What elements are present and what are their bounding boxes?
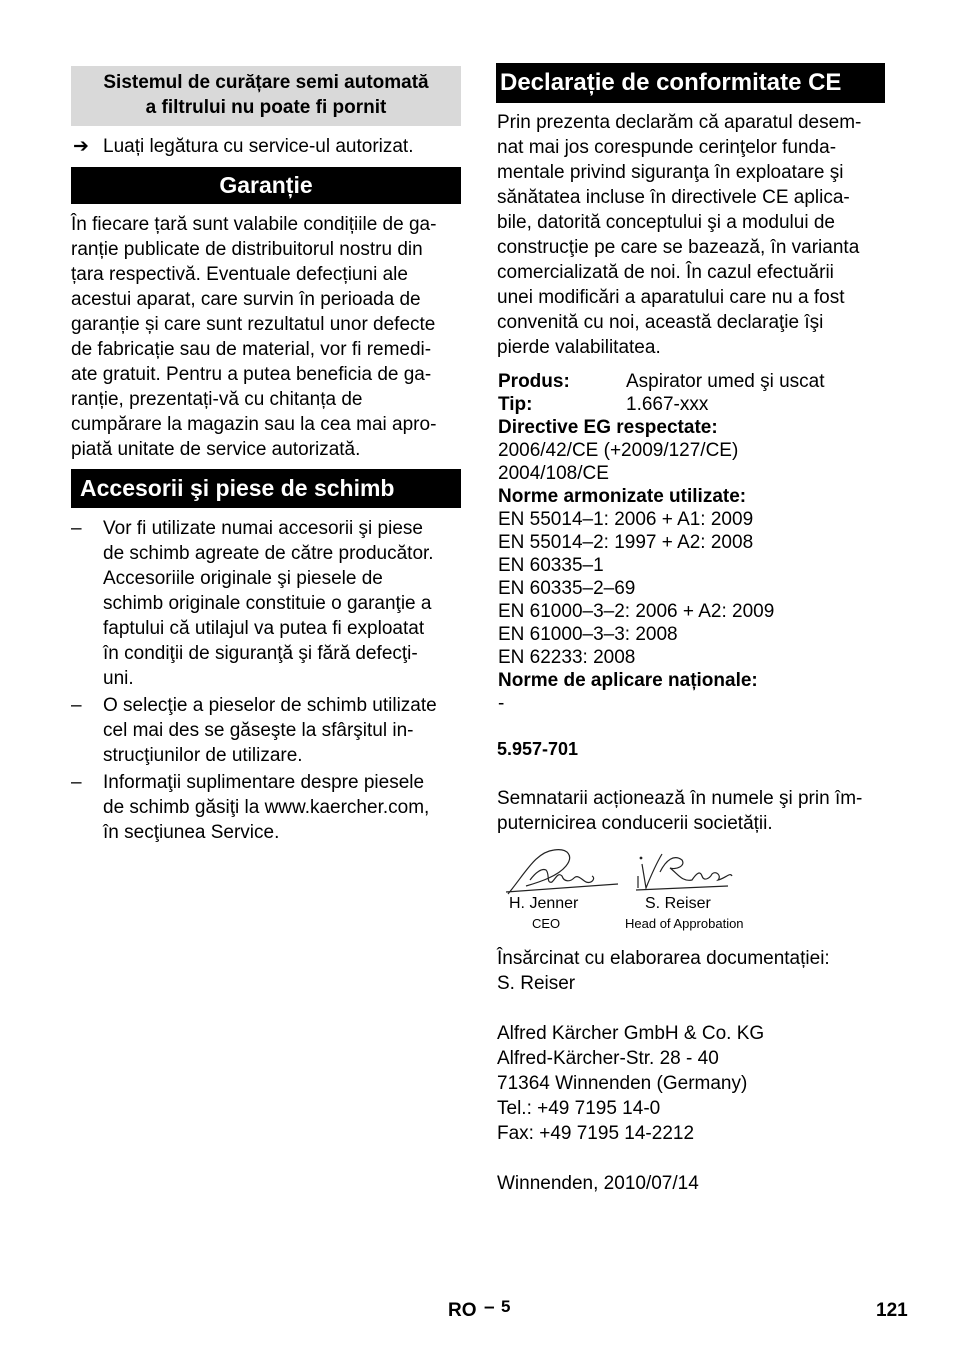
- bullet-line: schimb originale constituie o garanţie a: [103, 593, 432, 614]
- directive-item: 2006/42/CE (+2009/127/CE): [498, 440, 739, 461]
- bullet-line: de schimb agreate de către producător.: [103, 543, 434, 564]
- product-value: Aspirator umed şi uscat: [626, 371, 825, 392]
- accessories-heading: Accesorii şi piese de schimb: [71, 469, 461, 508]
- norm-item: EN 60335–2–69: [498, 578, 636, 599]
- footer-section-page: 5: [501, 1297, 511, 1316]
- directives-label: Directive EG respectate:: [498, 417, 718, 438]
- footer-separator: –: [484, 1297, 495, 1318]
- declaration-line: Prin prezenta declarăm că aparatul desem-: [497, 112, 862, 133]
- warranty-line: garanție și care sunt rezultatul unor defecte: [71, 314, 436, 335]
- declaration-line: construcţie pe care se bazează, în varianta: [497, 237, 860, 258]
- directive-item: 2004/108/CE: [498, 463, 609, 484]
- norm-item: EN 61000–3–2: 2006 + A2: 2009: [498, 601, 775, 622]
- address-line: Alfred Kärcher GmbH & Co. KG: [497, 1023, 765, 1044]
- bullet-line: uni.: [103, 668, 134, 689]
- declaration-line: nat mai jos corespunde cerinţelor funda-: [497, 137, 837, 158]
- bullet-line: faptului că utilajul va putea fi exploatat: [103, 618, 425, 639]
- bullet-line: de schimb găsiţi la www.kaercher.com,: [103, 797, 430, 818]
- warranty-line: ranție, prezentați-vă cu chitanța de: [71, 389, 363, 410]
- type-label: Tip:: [498, 394, 533, 415]
- national-norms-label: Norme de aplicare naționale:: [498, 670, 758, 691]
- type-row: [498, 393, 888, 416]
- signer1-name: H. Jenner: [509, 895, 579, 912]
- bullet-item: [103, 516, 463, 691]
- signer2-title: Head of Approbation: [625, 916, 744, 931]
- declaration-line: sănătatea incluse în directivele CE aplica-: [497, 187, 850, 208]
- address-block: [497, 1021, 889, 1146]
- reiser-signature-icon: [636, 854, 732, 890]
- bullet-line: strucţiunilor de utilizare.: [103, 745, 303, 766]
- bullet-line: O selecţie a pieselor de schimb utilizate: [103, 695, 437, 716]
- signer2-name: S. Reiser: [645, 895, 711, 912]
- address-line: Alfred-Kärcher-Str. 28 - 40: [497, 1048, 719, 1069]
- norm-item: EN 62233: 2008: [498, 647, 636, 668]
- norm-item: EN 61000–3–3: 2008: [498, 624, 678, 645]
- bullet-item: [103, 693, 463, 768]
- declaration-line: convenită cu noi, această declaraţie îşi: [497, 312, 824, 333]
- jenner-signature-icon: [506, 850, 618, 894]
- documentation-block: [497, 946, 889, 996]
- signatures-image: [496, 842, 766, 902]
- national-norms-value: -: [498, 693, 505, 714]
- norm-item: EN 60335–1: [498, 555, 604, 576]
- filter-instruction: Luați legătura cu service-ul autorizat.: [103, 136, 414, 157]
- warranty-line: acestui aparat, care survin în perioada de: [71, 289, 421, 310]
- bullet-dash: –: [71, 518, 82, 539]
- document-number: 5.957-701: [497, 739, 579, 759]
- type-value: 1.667-xxx: [626, 394, 709, 415]
- norm-item: EN 55014–1: 2006 + A1: 2009: [498, 509, 754, 530]
- warranty-line: ranție publicate de distribuitorul nostru din: [71, 239, 423, 260]
- warranty-line: piată unitate de service autorizată.: [71, 439, 361, 460]
- product-row: [498, 370, 888, 393]
- warranty-line: În fiecare țară sunt valabile condițiile de ga-: [71, 214, 437, 235]
- filter-error-heading-line1: Sistemul de curățare semi automată: [103, 72, 429, 93]
- bullet-line: în secţiunea Service.: [103, 822, 280, 843]
- documentation-label: Însărcinat cu elaborarea documentației:: [497, 948, 830, 969]
- warranty-line: de fabricație sau de material, vor fi remedi-: [71, 339, 432, 360]
- declaration-line: pierde valabilitatea.: [497, 337, 661, 358]
- spec-block: [498, 370, 888, 715]
- bullet-line: Informaţii suplimentare despre piesele: [103, 772, 425, 793]
- bullet-line: Vor fi utilizate numai accesorii şi piese: [103, 518, 423, 539]
- address-line: Tel.: +49 7195 14-0: [497, 1098, 661, 1119]
- warranty-line: ate gratuit. Pentru a putea beneficia de ga-: [71, 364, 432, 385]
- declaration-line: bile, datorită conceptului şi a modului de: [497, 212, 835, 233]
- arrow-icon: ➔: [73, 136, 89, 157]
- warranty-line: cumpărare la magazin sau la cea mai apro-: [71, 414, 437, 435]
- norms-label: Norme armonizate utilizate:: [498, 486, 747, 507]
- bullet-item: [103, 770, 463, 845]
- bullet-line: Accesoriile originale şi piesele de: [103, 568, 383, 589]
- signatories-line: Semnatarii acționează în numele şi prin îm-: [497, 788, 863, 809]
- bullet-line: cel mai des se găseşte la sfârşitul in-: [103, 720, 414, 741]
- page-number: 121: [876, 1300, 908, 1321]
- declaration-text: [497, 110, 889, 360]
- declaration-line: comercializată de noi. În cazul efectuării: [497, 262, 834, 283]
- place-date: Winnenden, 2010/07/14: [497, 1173, 699, 1194]
- signatories-line: puternicirea conducerii societății.: [497, 813, 773, 834]
- signer1-title: CEO: [532, 916, 561, 931]
- filter-error-heading: [71, 66, 461, 126]
- warranty-line: țara respectivă. Eventuale defecțiuni ale: [71, 264, 408, 285]
- warranty-text: [71, 212, 463, 462]
- declaration-heading: Declarație de conformitate CE: [496, 63, 885, 103]
- signatories-text: [497, 786, 889, 836]
- documentation-person: S. Reiser: [497, 973, 576, 994]
- footer-language: RO: [448, 1300, 477, 1321]
- warranty-heading: Garanție: [71, 167, 461, 204]
- declaration-line: mentale privind siguranţa în exploatare şi: [497, 162, 844, 183]
- address-line: Fax: +49 7195 14-2212: [497, 1123, 695, 1144]
- bullet-line: în condiţii de siguranţă şi fără defecţi-: [103, 643, 418, 664]
- declaration-line: unei modificări a aparatului care nu a fost: [497, 287, 845, 308]
- norm-item: EN 55014–2: 1997 + A2: 2008: [498, 532, 754, 553]
- bullet-dash: –: [71, 772, 82, 793]
- filter-error-heading-line2: a filtrului nu poate fi pornit: [145, 97, 387, 118]
- address-line: 71364 Winnenden (Germany): [497, 1073, 748, 1094]
- bullet-dash: –: [71, 695, 82, 716]
- product-label: Produs:: [498, 371, 570, 392]
